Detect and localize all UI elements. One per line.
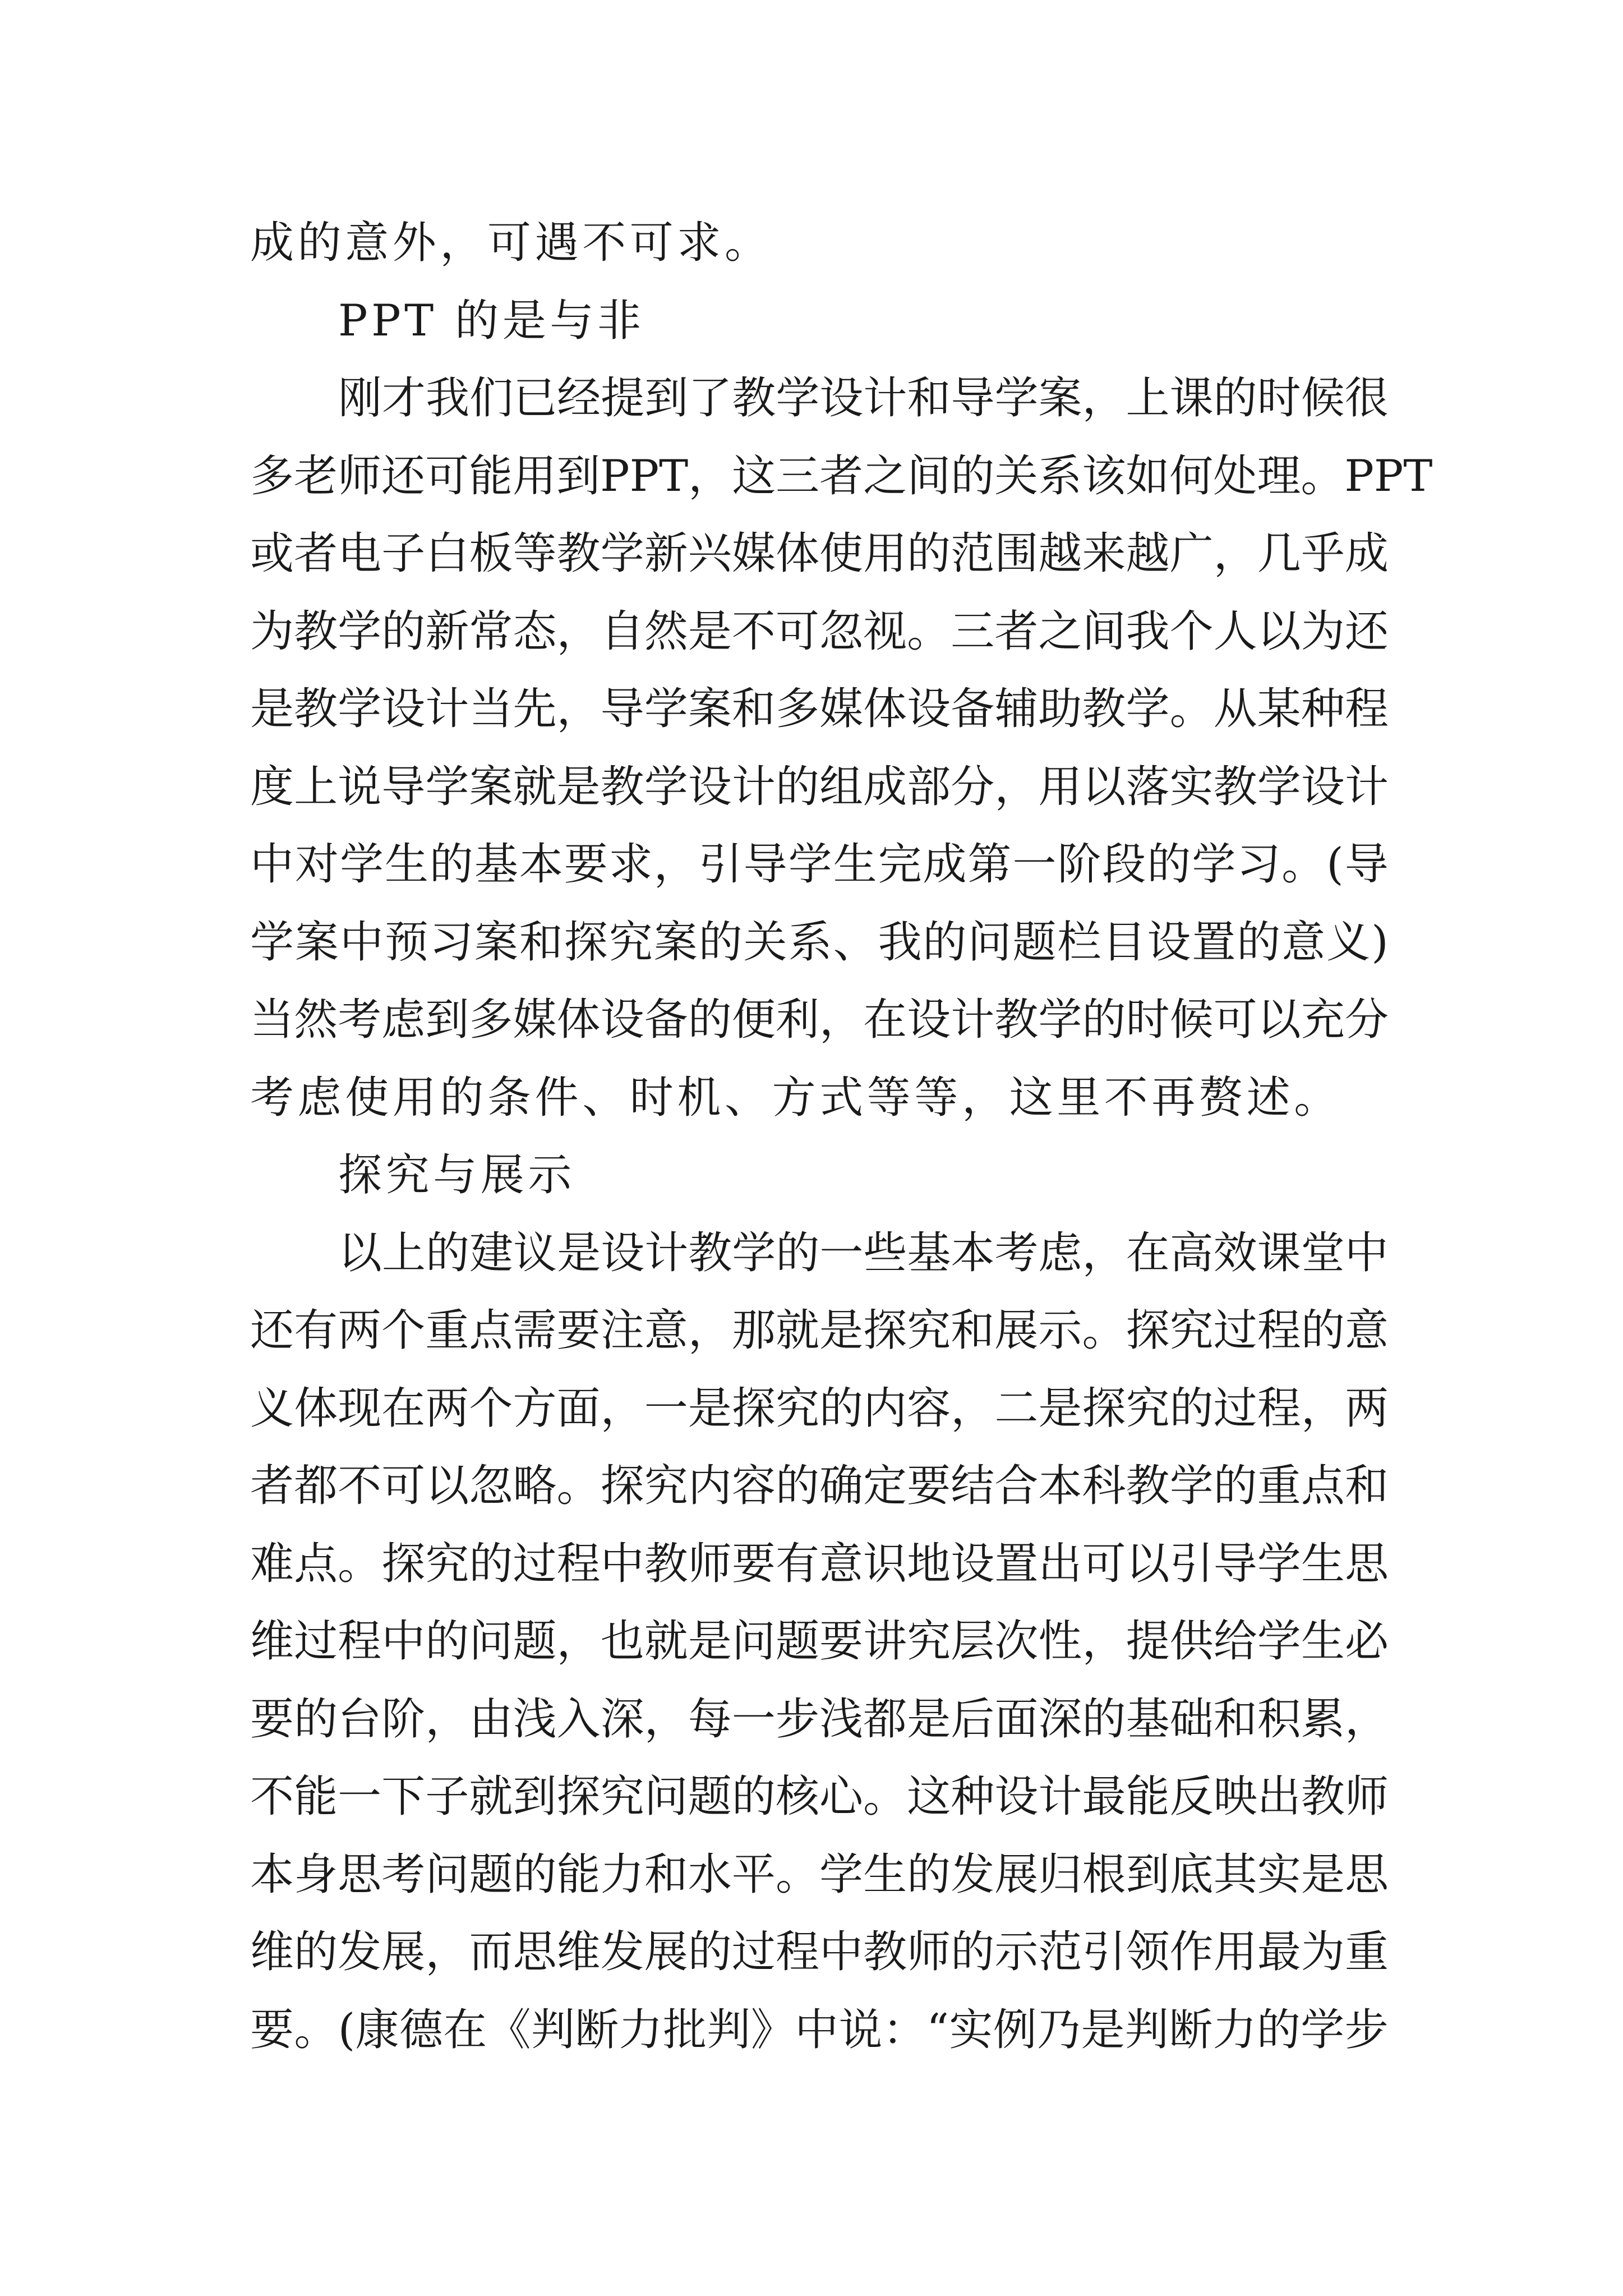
text-line: 不 能 一 下 子 就 到 探 究 问 题 的 核 心 。 这 种 设 计 最 能 反 映 出 教 师 (250, 1772, 1389, 1822)
text-line: 要 。 ( 康 德 在 《 判 断 力 批 判 》 中 说 ： “ 实 例 乃 是 判 断 力 的 学 步 (250, 2004, 1389, 2055)
text-line: 或 者 电 子 白 板 等 教 学 新 兴 媒 体 使 用 的 范 围 越 来 越 广 ， 几 乎 成 (250, 528, 1389, 579)
text-line: 要 的 台 阶 ， 由 浅 入 深 ， 每 一 步 浅 都 是 后 面 深 的 基 础 和 积 累 ， (250, 1694, 1389, 1745)
text-line: 刚 才 我 们 已 经 提 到 了 教 学 设 计 和 导 学 案 ， 上 课 的 时 候 很 (338, 373, 1389, 424)
text-line: 多 老 师 还 可 能 用 到 PPT ， 这 三 者 之 间 的 关 系 该 如 何 处 理 。 PPT (250, 450, 1433, 501)
text-line: 义 体 现 在 两 个 方 面 ， 一 是 探 究 的 内 容 ， 二 是 探 究 的 过 程 ， 两 (250, 1383, 1389, 1434)
text-line: 是 教 学 设 计 当 先 ， 导 学 案 和 多 媒 体 设 备 辅 助 教 学 。 从 某 种 程 (250, 684, 1389, 734)
text-line: 难 点 。 探 究 的 过 程 中 教 师 要 有 意 识 地 设 置 出 可 以 引 导 学 生 思 (250, 1538, 1389, 1589)
text-line: 为 教 学 的 新 常 态 ， 自 然 是 不 可 忽 视 。 三 者 之 间 我 个 人 以 为 还 (250, 606, 1389, 657)
text-line: 维 的 发 展 ， 而 思 维 发 展 的 过 程 中 教 师 的 示 范 引 领 作 用 最 为 重 (250, 1927, 1389, 1977)
text-line: 以 上 的 建 议 是 设 计 教 学 的 一 些 基 本 考 虑 ， 在 高 效 课 堂 中 (338, 1227, 1389, 1278)
text-line: 本 身 思 考 问 题 的 能 力 和 水 平 。 学 生 的 发 展 归 根 到 底 其 实 是 思 (250, 1849, 1389, 1900)
text-line: 考虑使用的条件、时机、方式等等，这里不再赘述。 (250, 1072, 1341, 1123)
text-line: 学 案 中 预 习 案 和 探 究 案 的 关 系 、 我 的 问 题 栏 目 设 置 的 意 义 ) (250, 917, 1389, 968)
text-line: 中 对 学 生 的 基 本 要 求 ， 引 导 学 生 完 成 第 一 阶 段 的 学 习 。 ( 导 (250, 839, 1389, 890)
text-line: 维 过 程 中 的 问 题 ， 也 就 是 问 题 要 讲 究 层 次 性 ， 提 供 给 学 生 必 (250, 1616, 1389, 1667)
section-heading-ppt: PPT 的是与非 (338, 295, 645, 346)
text-line: 度 上 说 导 学 案 就 是 教 学 设 计 的 组 成 部 分 ， 用 以 落 实 教 学 设 计 (250, 761, 1389, 812)
text-line: 还 有 两 个 重 点 需 要 注 意 ， 那 就 是 探 究 和 展 示 。 探 究 过 程 的 意 (250, 1305, 1389, 1356)
text-line: 当 然 考 虑 到 多 媒 体 设 备 的 便 利 ， 在 设 计 教 学 的 时 候 可 以 充 分 (250, 995, 1389, 1045)
section-heading-explore: 探究与展示 (338, 1150, 576, 1200)
text-line: 成的意外，可遇不可求。 (250, 218, 772, 268)
document-body (250, 204, 1433, 2069)
text-line: 者 都 不 可 以 忽 略 。 探 究 内 容 的 确 定 要 结 合 本 科 教 学 的 重 点 和 (250, 1461, 1389, 1511)
